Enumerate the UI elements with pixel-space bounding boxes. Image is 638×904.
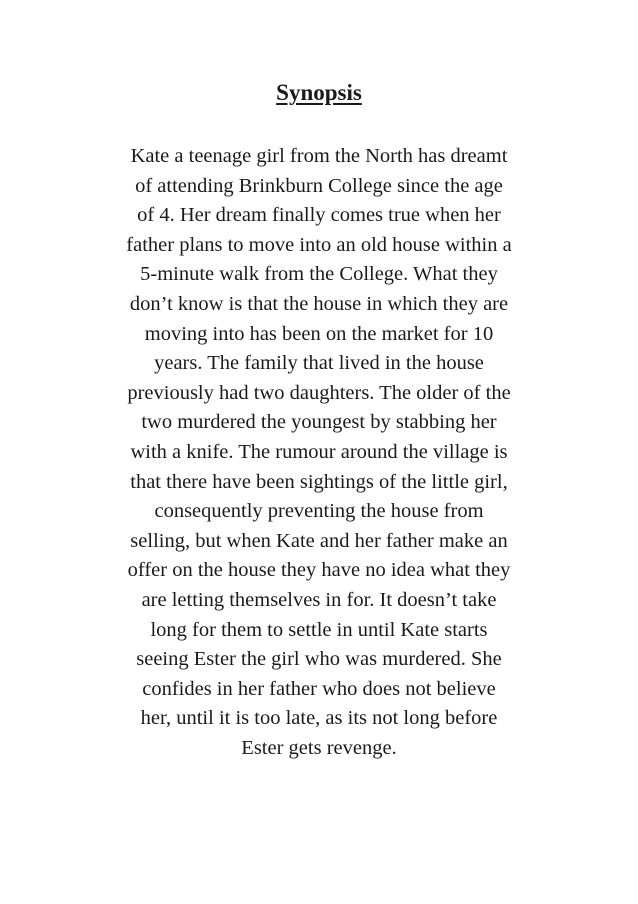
- text-line: seeing Ester the girl who was murdered. She: [136, 648, 502, 671]
- text-line: father plans to move into an old house within a: [126, 233, 512, 256]
- text-line: don’t know is that the house in which they are: [129, 292, 509, 315]
- page-title: Synopsis: [276, 80, 362, 105]
- text-line: consequently preventing the house from: [154, 500, 484, 523]
- synopsis-body: [86, 142, 552, 763]
- text-line: Kate a teenage girl from the North has dreamt: [130, 145, 508, 167]
- text-line: years. The family that lived in the house: [154, 352, 484, 375]
- text-line: are letting themselves in for. It doesn’t take: [141, 588, 497, 611]
- text-line: her, until it is too late, as its not long before: [140, 707, 498, 730]
- text-line: 5-minute walk from the College. What they: [140, 263, 498, 286]
- text-line: two murdered the youngest by stabbing her: [141, 411, 497, 434]
- text-line: offer on the house they have no idea what they: [127, 559, 511, 582]
- text-line: with a knife. The rumour around the village is: [130, 440, 508, 463]
- text-line: selling, but when Kate and her father make an: [130, 529, 508, 552]
- text-line: Ester gets revenge.: [241, 736, 397, 759]
- text-line: moving into has been on the market for 10: [144, 322, 494, 345]
- text-line: previously had two daughters. The older of the: [127, 381, 511, 404]
- text-line: confides in her father who does not believe: [142, 677, 496, 700]
- text-line: of 4. Her dream finally comes true when her: [137, 204, 501, 227]
- text-line: of attending Brinkburn College since the age: [135, 174, 503, 197]
- text-line: long for them to settle in until Kate starts: [150, 618, 488, 641]
- text-line: that there have been sightings of the little girl,: [130, 470, 508, 493]
